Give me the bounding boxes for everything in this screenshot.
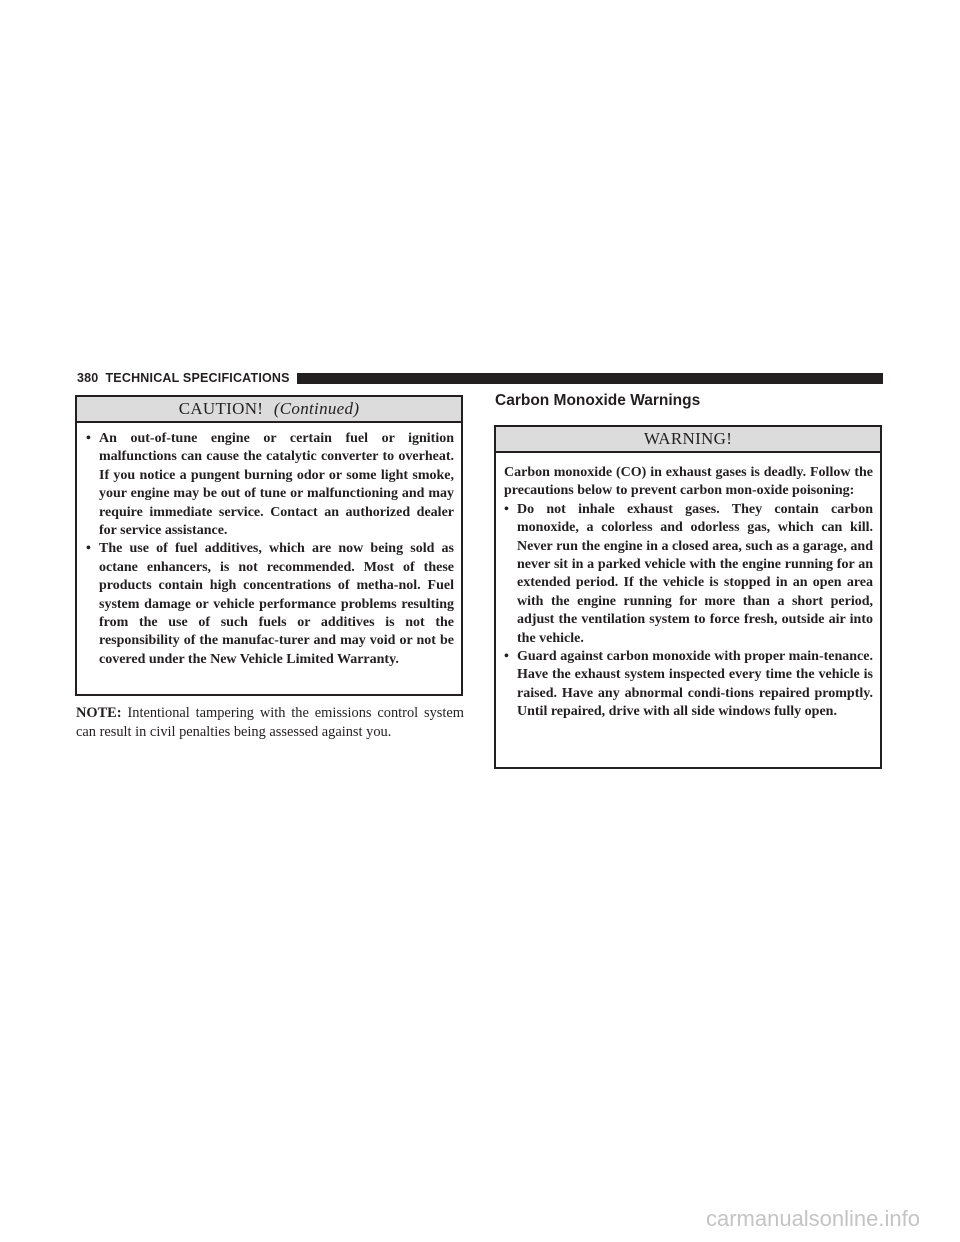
note-text: Intentional tampering with the emissions control system can result in civil penalties being assessed against you. [76,705,464,740]
caution-bullet [86,430,454,540]
caution-bullet-text: An out-of-tune engine or certain fuel or ignition malfunctions can cause the catalytic converter to overheat. If you notice a pungent burning odor or some light smoke, your engine may be out of tune or malfunctioning and may require immediate service. Contact an authorized dealer for service assistance. [99,431,454,539]
warning-bullet-text: Guard against carbon monoxide with proper main-tenance. Have the exhaust system inspected every time the vehicle is raised. Have any abnormal condi-tions repaired promptly. Until repaired, drive with all side windows fully open. [517,649,873,720]
bullet-glyph: • [504,649,509,665]
caution-box [75,395,463,696]
warning-body [496,453,880,722]
warning-intro: Carbon monoxide (CO) in exhaust gases is deadly. Follow the precautions below to prevent carbon mon-oxide poisoning: [504,465,873,499]
caution-body [77,423,461,669]
caution-continued: (Continued) [273,399,360,418]
page-header [77,369,883,387]
section-title: TECHNICAL SPECIFICATIONS [105,371,290,385]
note-label: NOTE: [76,705,122,721]
bullet-glyph: • [86,431,91,446]
bullet-glyph: • [86,541,91,557]
note-paragraph [76,704,464,741]
section-heading: Carbon Monoxide Warnings [495,392,701,409]
watermark: carmanualsonline.info [705,1206,920,1231]
caution-title: CAUTION! [178,399,264,418]
warning-box [494,425,882,769]
warning-title: WARNING! [496,427,880,453]
caution-bullet [86,540,454,669]
warning-bullet [504,648,873,722]
warning-bullet-text: Do not inhale exhaust gases. They contain carbon monoxide, a colorless and odorless gas, which can kill. Never run the engine in a closed area, such as a garage, and never sit in a parked vehicle with the engine running for an extended period. If the vehicle is stopped in an open area with the engine running for more than a short period, adjust the ventilation system to force fresh, outside air into the vehicle. [517,501,873,646]
caution-bullet-text: The use of fuel additives, which are now being sold as octane enhancers, is not recommended. Most of these products contain high concentrations of metha-nol. Fuel system damage or vehicle performance problems resulting from the use of such fuels or additives is not the responsibility of the manufac-turer and may void or not be covered under the New Vehicle Limited Warranty. [99,541,454,667]
header-rule [297,373,883,384]
page-number: 380 [77,371,99,385]
warning-bullet [504,501,873,648]
bullet-glyph: • [504,501,509,517]
caution-header [77,397,461,423]
